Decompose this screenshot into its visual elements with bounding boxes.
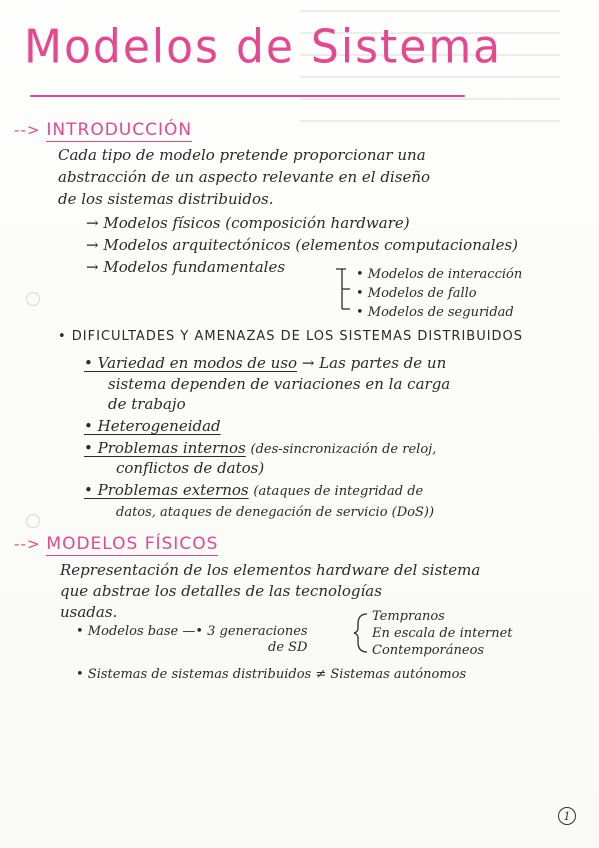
title-underline [30, 95, 465, 97]
difficulties-heading: • DIFICULTADES Y AMENAZAS DE LOS SISTEMAS DISTRIBUIDOS [58, 329, 524, 344]
systems-of-systems [76, 668, 466, 681]
arrow-icon: —• [182, 624, 203, 639]
difficulty-heterogeneity: • Heterogeneidad [84, 417, 221, 435]
difficulty-external [84, 483, 423, 498]
external-label: • Problemas externos [84, 481, 249, 499]
arrow-icon: → [301, 354, 315, 372]
internal-rest: (des-sincronización de reloj, [250, 442, 437, 457]
base-models [76, 625, 308, 638]
fundamental-sub-security: • Modelos de seguridad [356, 305, 514, 320]
external-rest: (ataques de integridad de [253, 484, 424, 499]
intro-text-line: de los sistemas distribuidos. [58, 190, 274, 208]
not-equal-icon: ≠ [315, 667, 327, 682]
section-heading-physical [14, 534, 218, 556]
intro-text-line: Cada tipo de modelo pretende proporcionar una [58, 146, 426, 164]
systems-right: Sistemas autónomos [330, 667, 467, 682]
punch-hole [26, 514, 40, 528]
model-item-physical: → Modelos físicos (composición hardware) [86, 214, 410, 232]
generation-contemporary: Contemporáneos [372, 643, 485, 658]
internal-label: • Problemas internos [84, 439, 246, 457]
external-line: datos, ataques de denegación de servicio (DoS)) [116, 505, 435, 520]
variety-label: • Variedad en modos de uso [84, 354, 298, 372]
generations-sd: de SD [268, 640, 308, 655]
variety-rest: Las partes de un [319, 354, 447, 372]
section-heading-intro [14, 120, 192, 142]
intro-text-line: abstracción de un aspecto relevante en el diseño [58, 168, 431, 186]
model-item-architectural: → Modelos arquitectónicos (elementos computacionales) [86, 236, 519, 254]
arrow-icon: --> [14, 121, 41, 139]
arrow-icon: --> [14, 535, 41, 553]
generations: 3 generaciones [207, 624, 308, 639]
generation-early: Tempranos [372, 609, 445, 624]
physical-text-line: Representación de los elementos hardware del sistema [60, 561, 481, 579]
systems-left: • Sistemas de sistemas distribuidos [76, 667, 312, 682]
variety-line: de trabajo [108, 395, 186, 413]
page-number: 1 [558, 807, 576, 825]
fundamental-sub-interaction: • Modelos de interacción [356, 267, 523, 282]
model-item-fundamental: → Modelos fundamentales [86, 258, 286, 276]
bracket-generations [352, 610, 370, 656]
section-title: INTRODUCCIÓN [46, 120, 193, 140]
variety-line: sistema dependen de variaciones en la carga [108, 375, 451, 393]
page-title: Modelos de Sistema [24, 20, 503, 75]
punch-hole [26, 292, 40, 306]
fundamental-sub-failure: • Modelos de fallo [356, 286, 477, 301]
generation-internet-scale: En escala de internet [372, 626, 513, 641]
section-title: MODELOS FÍSICOS [46, 534, 219, 554]
base-label: • Modelos base [76, 624, 179, 639]
internal-line: conflictos de datos) [116, 459, 265, 477]
bracket-fundamental [332, 265, 356, 315]
difficulty-variety [84, 356, 446, 371]
physical-text-line: usadas. [60, 603, 118, 621]
difficulty-internal [84, 441, 436, 456]
physical-text-line: que abstrae los detalles de las tecnologías [60, 582, 382, 600]
